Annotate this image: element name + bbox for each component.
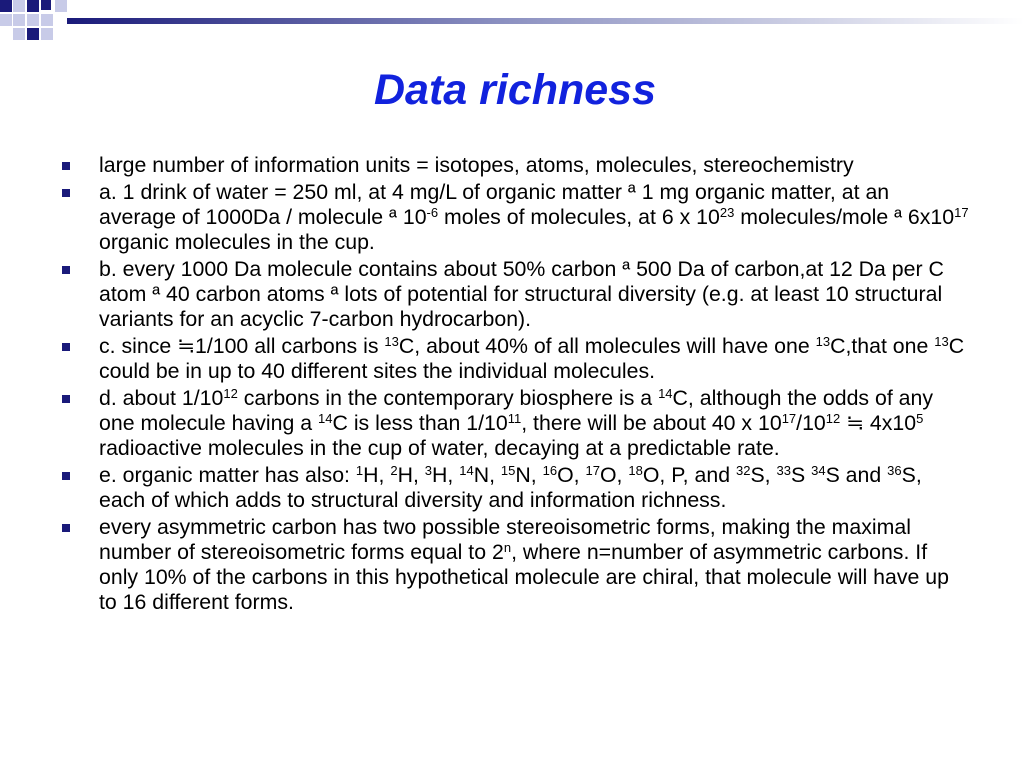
superscript: 18 [628, 463, 643, 478]
decor-square-2 [13, 0, 25, 12]
header-decoration [0, 0, 1024, 50]
superscript: 32 [735, 463, 751, 478]
text-run: N, [515, 463, 543, 487]
text-run: O, P, and [642, 463, 736, 487]
text-run: O, [557, 463, 586, 487]
bullet-text [99, 334, 964, 383]
bullet-text [99, 515, 949, 614]
bullet-list [62, 153, 972, 617]
text-run: C,that one [830, 334, 935, 358]
square-bullet-icon [62, 343, 70, 351]
decor-gradient-bar [67, 18, 1024, 24]
superscript: 14 [658, 386, 673, 401]
superscript: 16 [542, 463, 558, 478]
decor-square-10 [27, 28, 39, 40]
text-run: d. about 1/10 [99, 386, 224, 410]
bullet-item [62, 463, 972, 513]
text-run: H, [363, 463, 391, 487]
bullet-item [62, 515, 972, 615]
text-run: H, [432, 463, 460, 487]
bullet-item [62, 257, 972, 332]
square-bullet-icon [62, 524, 70, 532]
decor-square-1 [0, 0, 12, 12]
bullet-item [62, 180, 972, 255]
superscript: 17 [585, 463, 600, 478]
text-run: a. 1 drink of water = 250 ml, at 4 mg/L of organic matter ª 1 mg organic matter, at an average of 1000Da / molecule ª 10 [99, 180, 890, 229]
text-run: radioactive molecules in the cup of water, decaying at a predictable rate. [99, 436, 780, 460]
text-run: large number of information units = isotopes, atoms, molecules, stereochemistry [99, 153, 854, 177]
superscript: -6 [426, 205, 439, 220]
text-run: S [790, 463, 812, 487]
bullet-text [99, 153, 854, 177]
text-run: carbons in the contemporary biosphere is a [237, 386, 659, 410]
bullet-text [99, 463, 922, 512]
text-run: organic molecules in the cup. [99, 230, 375, 254]
text-run: H, [397, 463, 425, 487]
decor-square-9 [55, 0, 67, 12]
decor-square-7 [41, 14, 53, 26]
decor-square-12 [41, 28, 53, 40]
decor-square-4 [0, 14, 12, 26]
bullet-item [62, 386, 972, 461]
decor-square-6 [27, 14, 39, 26]
text-run: every asymmetric carbon has two possible stereoisometric forms, making the maximal number of stereoisometric forms equal to 2 [99, 515, 911, 564]
superscript: 14 [459, 463, 474, 478]
bullet-item [62, 334, 972, 384]
text-run: C could be in up to 40 different sites the individual molecules. [99, 334, 965, 383]
superscript: 17 [954, 205, 969, 220]
superscript: 34 [811, 463, 826, 478]
superscript: 11 [507, 411, 522, 426]
superscript: n [503, 540, 512, 555]
decor-square-3 [27, 0, 39, 12]
text-run: c. since ≒1/100 all carbons is [99, 334, 385, 358]
superscript: 5 [916, 411, 924, 426]
bullet-text [99, 257, 944, 331]
slide-title: Data richness [373, 66, 657, 114]
square-bullet-icon [62, 395, 70, 403]
text-run: C, although the odds of any one molecule having a [99, 386, 934, 435]
text-run: moles of molecules, at 6 x 10 [438, 205, 720, 229]
text-run: /10 [796, 411, 826, 435]
text-run: C, about 40% of all molecules will have one [398, 334, 816, 358]
square-bullet-icon [62, 266, 70, 274]
superscript: 15 [500, 463, 516, 478]
bullet-text [99, 180, 969, 254]
text-run: N, [473, 463, 501, 487]
superscript: 1 [355, 463, 364, 478]
text-run: molecules/mole ª 6x10 [734, 205, 955, 229]
text-run: , where n=number of asymmetric carbons. If only 10% of the carbons in this hypothetical molecule are chiral, that molecule will have up to 16 different forms. [99, 540, 949, 614]
text-run: S and [825, 463, 888, 487]
text-run: C is less than 1/10 [332, 411, 508, 435]
decor-square-11 [13, 28, 25, 40]
bullet-text [99, 386, 933, 460]
decor-square-5 [13, 14, 25, 26]
superscript: 17 [781, 411, 797, 426]
text-run: e. organic matter has also: [99, 463, 356, 487]
superscript: 12 [825, 411, 841, 426]
text-run: O, [599, 463, 629, 487]
superscript: 13 [934, 334, 949, 349]
superscript: 14 [318, 411, 333, 426]
superscript: 13 [384, 334, 399, 349]
square-bullet-icon [62, 162, 70, 170]
superscript: 13 [815, 334, 831, 349]
text-run: ≒ 4x10 [840, 411, 917, 435]
decor-square-8 [41, 0, 51, 10]
text-run: S, each of which adds to structural diversity and information richness. [99, 463, 922, 512]
superscript: 2 [390, 463, 398, 478]
superscript: 12 [223, 386, 238, 401]
text-run: b. every 1000 Da molecule contains about 50% carbon ª 500 Da of carbon,at 12 Da per C atom ª 40 carbon atoms ª lots of potential for structural diversity (e.g. at least 10 structural variants for an acyclic 7-carbon hydrocarbon). [99, 257, 944, 331]
text-run: S, [750, 463, 777, 487]
superscript: 23 [719, 205, 735, 220]
text-run: , there will be about 40 x 10 [521, 411, 782, 435]
superscript: 36 [887, 463, 902, 478]
superscript: 33 [776, 463, 791, 478]
square-bullet-icon [62, 189, 70, 197]
bullet-item [62, 153, 972, 178]
superscript: 3 [424, 463, 433, 478]
square-bullet-icon [62, 472, 70, 480]
